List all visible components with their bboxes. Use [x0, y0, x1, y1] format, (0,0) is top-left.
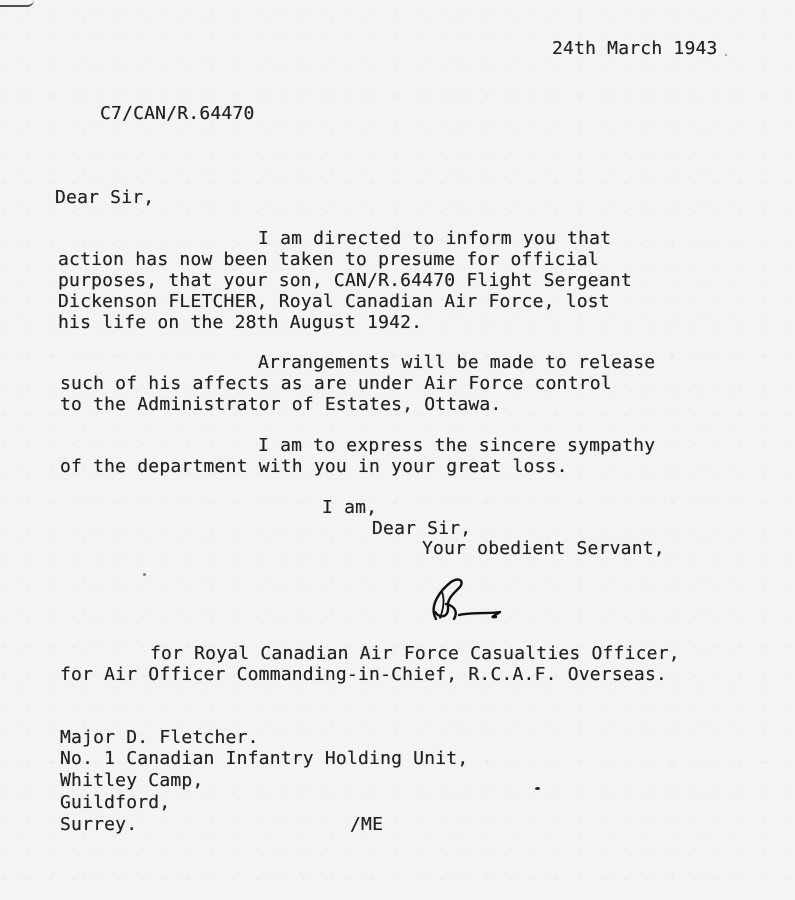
address-line: Whitley Camp, [60, 770, 204, 791]
ink-speck [725, 54, 727, 56]
paper-edge-mark [0, 0, 34, 7]
paragraph-line: such of his affects as are under Air Force control [60, 373, 612, 394]
paragraph-line: of the department with you in your great loss. [60, 456, 568, 477]
paragraph-line: I am to express the sincere sympathy [258, 435, 656, 456]
ink-speck [535, 787, 540, 790]
paragraph-line: Dickenson FLETCHER, Royal Canadian Air Force, lost [58, 291, 610, 312]
address-line: No. 1 Canadian Infantry Holding Unit, [60, 748, 469, 769]
paragraph-line: to the Administrator of Estates, Ottawa. [60, 394, 502, 415]
letter-date: 24th March 1943 [552, 38, 718, 59]
paragraph-line: I am directed to inform you that [258, 228, 612, 249]
reference-number: C7/CAN/R.64470 [100, 103, 255, 124]
paragraph-line: Arrangements will be made to release [258, 352, 656, 373]
address-line: Guildford, [60, 792, 171, 813]
salutation: Dear Sir, [55, 187, 155, 208]
ink-speck [143, 573, 146, 576]
paragraph-line: action has now been taken to presume for official [58, 249, 599, 270]
signature-line: for Royal Canadian Air Force Casualties Officer, [150, 643, 680, 664]
handwritten-signature [420, 570, 510, 630]
closing-line: Dear Sir, [372, 518, 472, 539]
address-line: Major D. Fletcher. [60, 727, 259, 748]
paragraph-line: purposes, that your son, CAN/R.64470 Flight Sergeant [58, 270, 632, 291]
closing-line: I am, [322, 497, 378, 518]
paragraph-line: his life on the 28th August 1942. [58, 312, 423, 333]
address-line: Surrey. [60, 814, 138, 835]
closing-line: Your obedient Servant, [422, 538, 665, 559]
typist-mark: /ME [350, 814, 384, 835]
signature-line: for Air Officer Commanding-in-Chief, R.C.A.F. Overseas. [60, 664, 668, 685]
